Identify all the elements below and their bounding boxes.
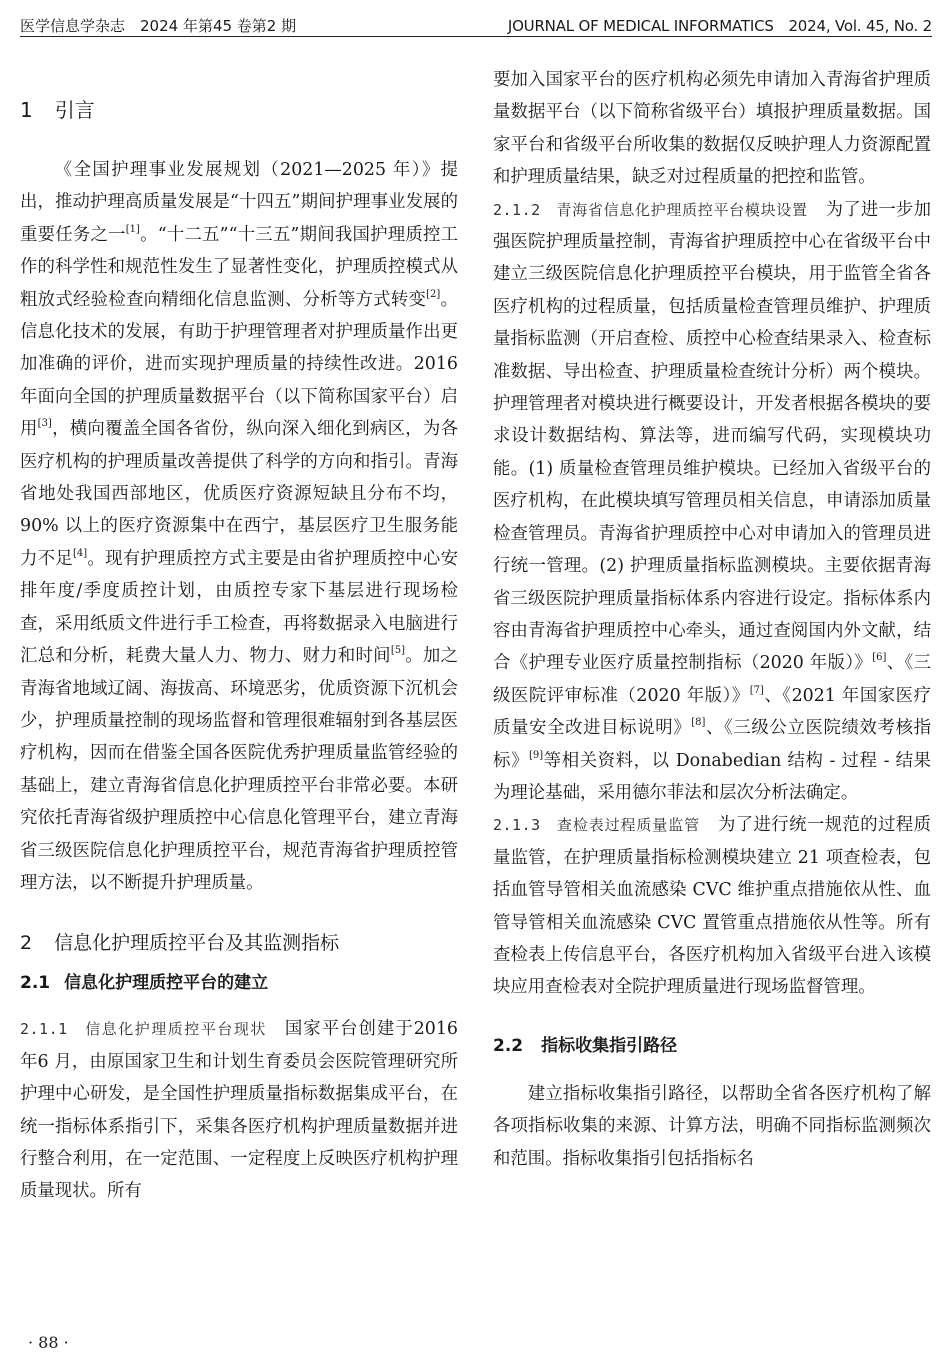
running-header — [20, 14, 932, 37]
citation: [7] — [749, 684, 764, 696]
section-2-heading — [20, 929, 458, 957]
citation: [1] — [125, 223, 140, 235]
section-2-1-1-paragraph: 2.1.1 信息化护理质控平台现状 国家平台创建于2016 年6 月，由原国家卫生和计划生育委员会医院管理研究所护理中心研发，是全国性护理质量指标数据集成平台，在统一指标体系指引下，采集各医疗机构护理质量数据并进行整合利用，在一定范围、一定程度上反映医疗机构护理质量现状。所有 — [20, 1019, 458, 1202]
section-2-1-2-paragraph: 2.1.2 青海省信息化护理质控平台模块设置 为了进一步加强医院护理质量控制，青海省护理质控中心在省级平台中建立三级医院信息化护理质控平台模块，用于监管全省各医疗机构的过程质量，包括质量检查管理员维护、护理质量指标监测（开启查检、质控中心检查结果录入、检查标准数据、导出检查、护理质量检查统计分析）两个模块。护理管理者对模块进行概要设计，开发者根据各模块的要求设计数据结构、算法等，进而编写代码，实现模块功能。(1) 质量检查管理员维护模块。已经加入省级平台的医疗机构，在此模块填写管理员相关信息，申请添加质量检查管理员。青海省护理质控中心对申请加入的管理员进行统一管理。(2) 护理质量指标监测模块。主要依据青海省三级医院护理质量指标体系内容进行设定。指标体系内容由青海省护理质控中心牵头，通过查阅国内外文献，结合《护理专业医疗质量控制指标（2020 年版）》[6]、《三级医院评审标准（2020 年版）》[7]、《2021 年国家医疗质量安全改进目标说明》[8]、《三级公立医院绩效考核指标》[9]等相关资料，以 Donabedian 结构 - 过程 - 结果为理论基础，采用德尔菲法和层次分析法确定。 — [493, 199, 932, 803]
section-2-1-heading: 2.1 信息化护理质控平台的建立 — [20, 973, 269, 994]
subsection-head: 2.1.1 信息化护理质控平台现状 — [20, 1020, 267, 1039]
citation: [3] — [37, 418, 52, 430]
citation: [5] — [390, 645, 405, 657]
section-title: 引言 — [54, 98, 95, 122]
journal-issue-en: JOURNAL OF MEDICAL INFORMATICS 2024, Vol. 45, No. 2 — [507, 17, 932, 35]
intro-paragraph: 《全国护理事业发展规划（2021—2025 年）》提出，推动护理高质量发展是“十四五”期间护理事业发展的重要任务之一[1]。“十二五”“十三五”期间我国护理质控工作的科学性和规范性发生了显著性变化，护理质控模式从粗放式经验检查向精细化信息监测、分析等方式转变[2]。信息化技术的发展，有助于护理管理者对护理质量作出更加准确的评价，进而实现护理质量的持续性改进。2016 年面向全国的护理质量数据平台（以下简称国家平台）启用[3]，横向覆盖全国各省份，纵向深入细化到病区，为各医疗机构的护理质量改善提供了科学的方向和指引。青海省地处我国西部地区，优质医疗资源短缺且分布不均，90% 以上的医疗资源集中在西宁，基层医疗卫生服务能力不足[4]。现有护理质控方式主要是由省护理质控中心安排年度/季度质控计划，由质控专家下基层进行现场检查，采用纸质文件进行手工检查，再将数据录入电脑进行汇总和分析，耗费大量人力、物力、财力和时间[5]。加之青海省地域辽阔、海拔高、环境恶劣，优质资源下沉机会少，护理质量控制的现场监督和管理很难辐射到各基层医疗机构，因而在借鉴全国各医院优秀护理质量监管经验的基础上，建立青海省信息化护理质控平台非常必要。本研究依托青海省级护理质控中心信息化管理平台，建立青海省三级医院信息化护理质控平台，规范青海省护理质控管理方法，以不断提升护理质量。 — [20, 160, 458, 893]
citation: [8] — [691, 717, 706, 729]
page-number: · 88 · — [28, 1333, 69, 1352]
journal-issue: 医学信息学杂志 2024 年第45 卷第2 期 — [20, 17, 297, 35]
left-column — [20, 58, 458, 1208]
section-2-1-1-continued: 要加入国家平台的医疗机构必须先申请加入青海省护理质量数据平台（以下简称省级平台）填报护理质量数据。国家平台和省级平台所收集的数据仅反映护理人力资源配置和护理质量结果，缺乏对过程质量的把控和监管。 — [493, 70, 931, 188]
section-number: 1 — [20, 98, 33, 122]
citation: [2] — [426, 288, 441, 300]
section-2-2-paragraph: 建立指标收集指引路径，以帮助全省各医疗机构了解各项指标收集的来源、计算方法，明确不同指标监测频次和范围。指标收集指引包括指标名 — [493, 1083, 931, 1169]
section-1-heading — [20, 96, 458, 124]
section-2-1-3-paragraph: 2.1.3 查检表过程质量监管 为了进行统一规范的过程质量监管，在护理质量指标检测模块建立 21 项查检表，包括血管导管相关血流感染 CVC 维护重点措施依从性、血管导管相关血流感染 CVC 置管重点措施依从性等。所有查检表上传信息平台，各医疗机构加入省级平台进入该模块应用查检表对全院护理质量进行现场监督管理。 — [493, 815, 931, 998]
section-number: 2 — [20, 932, 33, 955]
subsection-head: 2.1.3 查检表过程质量监管 — [493, 816, 700, 835]
subsection-head: 2.1.2 青海省信息化护理质控平台模块设置 — [493, 200, 808, 219]
section-2-2-heading: 2.2 指标收集指引路径 — [493, 1035, 678, 1056]
section-title: 信息化护理质控平台及其监测指标 — [54, 932, 340, 955]
citation: [4] — [72, 547, 88, 559]
citation: [6] — [872, 652, 887, 664]
citation: [9] — [528, 749, 544, 761]
right-column — [493, 64, 931, 1175]
